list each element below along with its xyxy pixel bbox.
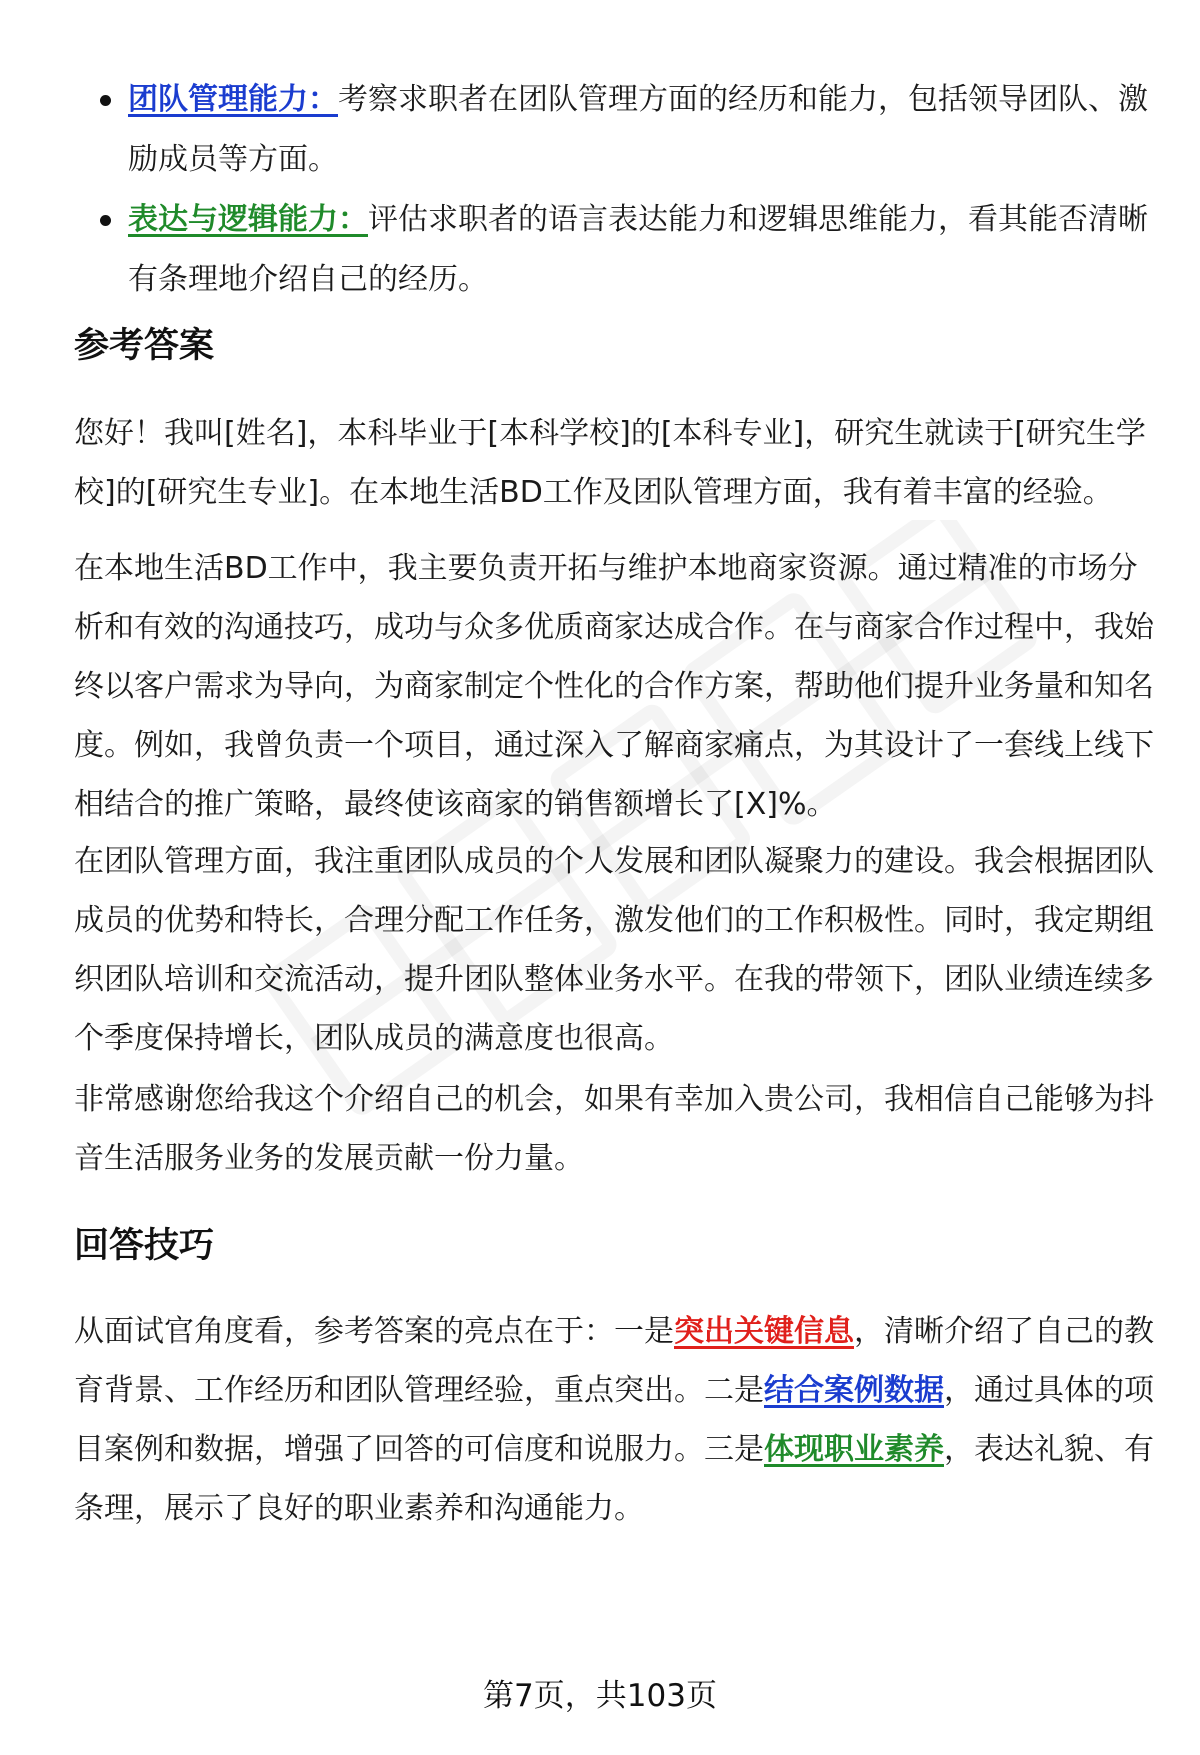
criterion-text: 考察求职者在团队管理方面的经历和能力，包括领导团队、激励成员等方面。 (128, 82, 1148, 177)
bullet-dot-icon (100, 215, 111, 226)
tips-text: ，通过具体的项目案例和数据，增强了回答的可信度和说服力。三是 (74, 1373, 1154, 1467)
answer-paragraph: 您好！我叫[姓名]，本科毕业于[本科学校]的[本科专业]，研究生就读于[研究生学校]的[研究生专业]。在本地生活BD工作及团队管理方面，我有着丰富的经验。 (74, 416, 1146, 510)
answer-paragraph: 在本地生活BD工作中，我主要负责开拓与维护本地商家资源。通过精准的市场分析和有效的沟通技巧，成功与众多优质商家达成合作。在与商家合作过程中，我始终以客户需求为导向，为商家制定个性化的合作方案，帮助他们提升业务量和知名度。例如，我曾负责一个项目，通过深入了解商家痛点，为其设计了一套线上线下相结合的推广策略，最终使该商家的销售额增长了[X]%。 (74, 551, 1154, 822)
answer-paragraph: 非常感谢您给我这个介绍自己的机会，如果有幸加入贵公司，我相信自己能够为抖音生活服务业务的发展贡献一份力量。 (74, 1082, 1154, 1176)
section-title-answer: 参考答案 (74, 326, 215, 366)
list-item (100, 70, 1150, 190)
tips-keyword-professional: 体现职业素养 (764, 1432, 944, 1467)
tips-paragraph (74, 1302, 1159, 1538)
tips-keyword-case-data: 结合案例数据 (764, 1373, 944, 1408)
criterion-keyword: 表达与逻辑能力： (128, 202, 368, 237)
tips-text: ，表达礼貌、有条理，展示了良好的职业素养和沟通能力。 (74, 1432, 1154, 1526)
answer-paragraph: 在团队管理方面，我注重团队成员的个人发展和团队凝聚力的建设。我会根据团队成员的优势和特长，合理分配工作任务，激发他们的工作积极性。同时，我定期组织团队培训和交流活动，提升团队整体业务水平。在我的带领下，团队业绩连续多个季度保持增长，团队成员的满意度也很高。 (74, 844, 1154, 1056)
tips-keyword-highlight: 突出关键信息 (674, 1314, 854, 1349)
tips-text: 从面试官角度看，参考答案的亮点在于：一是 (74, 1314, 674, 1349)
criterion-text: 评估求职者的语言表达能力和逻辑思维能力，看其能否清晰有条理地介绍自己的经历。 (128, 202, 1148, 297)
criteria-list (100, 70, 1150, 310)
criterion-keyword: 团队管理能力： (128, 82, 338, 117)
bullet-dot-icon (100, 95, 111, 106)
page-number: 第7页，共103页 (483, 1678, 717, 1714)
section-title-tips: 回答技巧 (74, 1226, 215, 1266)
tips-text: ，清晰介绍了自己的教育背景、工作经历和团队管理经验，重点突出。二是 (74, 1314, 1154, 1408)
list-item (100, 190, 1150, 310)
